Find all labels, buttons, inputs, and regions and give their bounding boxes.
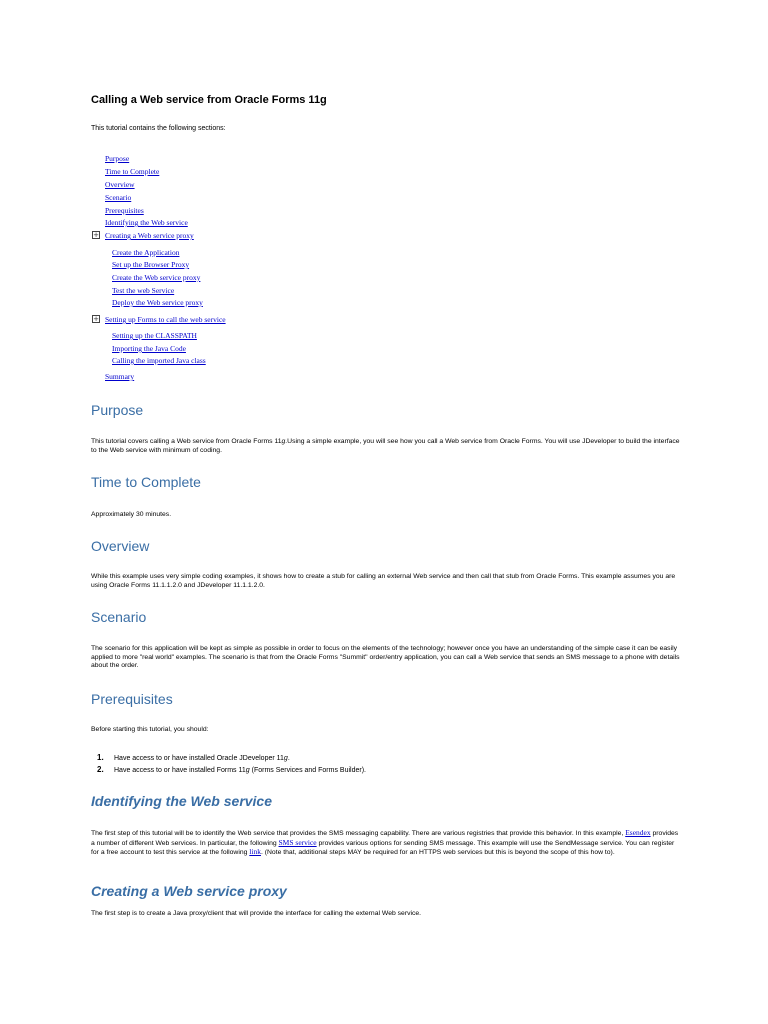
heading-scenario: Scenario (91, 609, 147, 625)
register-link[interactable]: link (249, 847, 261, 857)
toc-sublink-browser-proxy[interactable]: Set up the Browser Proxy (112, 260, 190, 269)
plus-box-icon[interactable]: + (93, 315, 99, 323)
toc-link-identifying[interactable]: Identifying the Web service (105, 218, 188, 227)
toc-sublink-create-ws-proxy[interactable]: Create the Web service proxy (112, 273, 201, 282)
toc-sublink-import-java[interactable]: Importing the Java Code (112, 344, 186, 353)
scenario-text: The scenario for this application will be kept as simple as possible in order to focus on the elements of the technology; however once you have an understanding of the simple case it can be easily applied to more "real world" examples. The scenario is that from the Oracle Forms "Summit" order/entry application, you can call a Web service that sends an SMS message to a phone with details about the order. (91, 645, 680, 670)
toc-link-summary[interactable]: Summary (105, 372, 135, 381)
heading-prerequisites: Prerequisites (91, 691, 173, 707)
time-text: Approximately 30 minutes. (91, 511, 172, 518)
overview-text: While this example uses very simple coding examples, it shows how to create a stub for calling an external Web service and then call that stub from Oracle Forms. This example assumes you are using Oracle Forms 11.1.1.2.0 and JDeveloper 11.1.1.2.0. (91, 573, 676, 589)
heading-overview: Overview (91, 538, 150, 554)
toc-link-scenario[interactable]: Scenario (105, 193, 132, 202)
plus-box-icon[interactable]: + (93, 231, 99, 239)
toc-sublink-create-application[interactable]: Create the Application (112, 248, 180, 257)
identify-text: The first step of this tutorial will be to identify the Web service that provides the SMS messaging capability. There are various registries that provide this behavior. In this example, Esendex provides a number of different Web services. In particular, the following SMS service provides various options for sending SMS message. This example will use the SendMessage service. You can register for a free account to test this service at the following link. (Note that, additional steps MAY be required for an HTTPS web services but this is beyond the scope of this how to). (91, 828, 679, 857)
proxy-text: The first step is to create a Java proxy/client that will provide the interface for calling the external Web service. (91, 910, 422, 917)
heading-identifying: Identifying the Web service (91, 793, 273, 809)
toc-link-overview[interactable]: Overview (105, 180, 135, 189)
document-title: Calling a Web service from Oracle Forms 11g (91, 94, 327, 106)
toc-link-purpose[interactable]: Purpose (105, 154, 130, 163)
prereq-item-2: 2. Have access to or have installed Forms 11g (Forms Services and Forms Builder). (97, 765, 366, 774)
toc-link-creating-proxy[interactable]: Creating a Web service proxy (105, 231, 194, 240)
prereq-item-1: 1. Have access to or have installed Oracle JDeveloper 11g. (97, 753, 290, 762)
purpose-text: This tutorial covers calling a Web service from Oracle Forms 11g.Using a simple example, you will see how you call a Web service from Oracle Forms. You will use JDeveloper to build the interface to the Web service with minimum of coding. (91, 438, 680, 454)
toc-link-time-to-complete[interactable]: Time to Complete (105, 167, 160, 176)
esendex-link[interactable]: Esendex (625, 828, 651, 837)
toc-link-setting-up-forms[interactable]: Setting up Forms to call the web service (105, 315, 226, 324)
sms-service-link[interactable]: SMS service (278, 837, 317, 847)
toc-sublink-test-service[interactable]: Test the web Service (112, 286, 175, 295)
heading-time-to-complete: Time to Complete (91, 474, 201, 490)
heading-purpose: Purpose (91, 402, 144, 418)
toc-sublink-call-java[interactable]: Calling the imported Java class (112, 356, 206, 365)
prereq-intro: Before starting this tutorial, you should: (91, 726, 209, 733)
intro-text: This tutorial contains the following sections: (91, 125, 226, 132)
toc-link-prerequisites[interactable]: Prerequisites (105, 206, 144, 215)
heading-creating-proxy: Creating a Web service proxy (91, 883, 287, 899)
toc-sublink-classpath[interactable]: Setting up the CLASSPATH (112, 331, 197, 340)
toc-sublink-deploy-proxy[interactable]: Deploy the Web service proxy (112, 298, 203, 307)
